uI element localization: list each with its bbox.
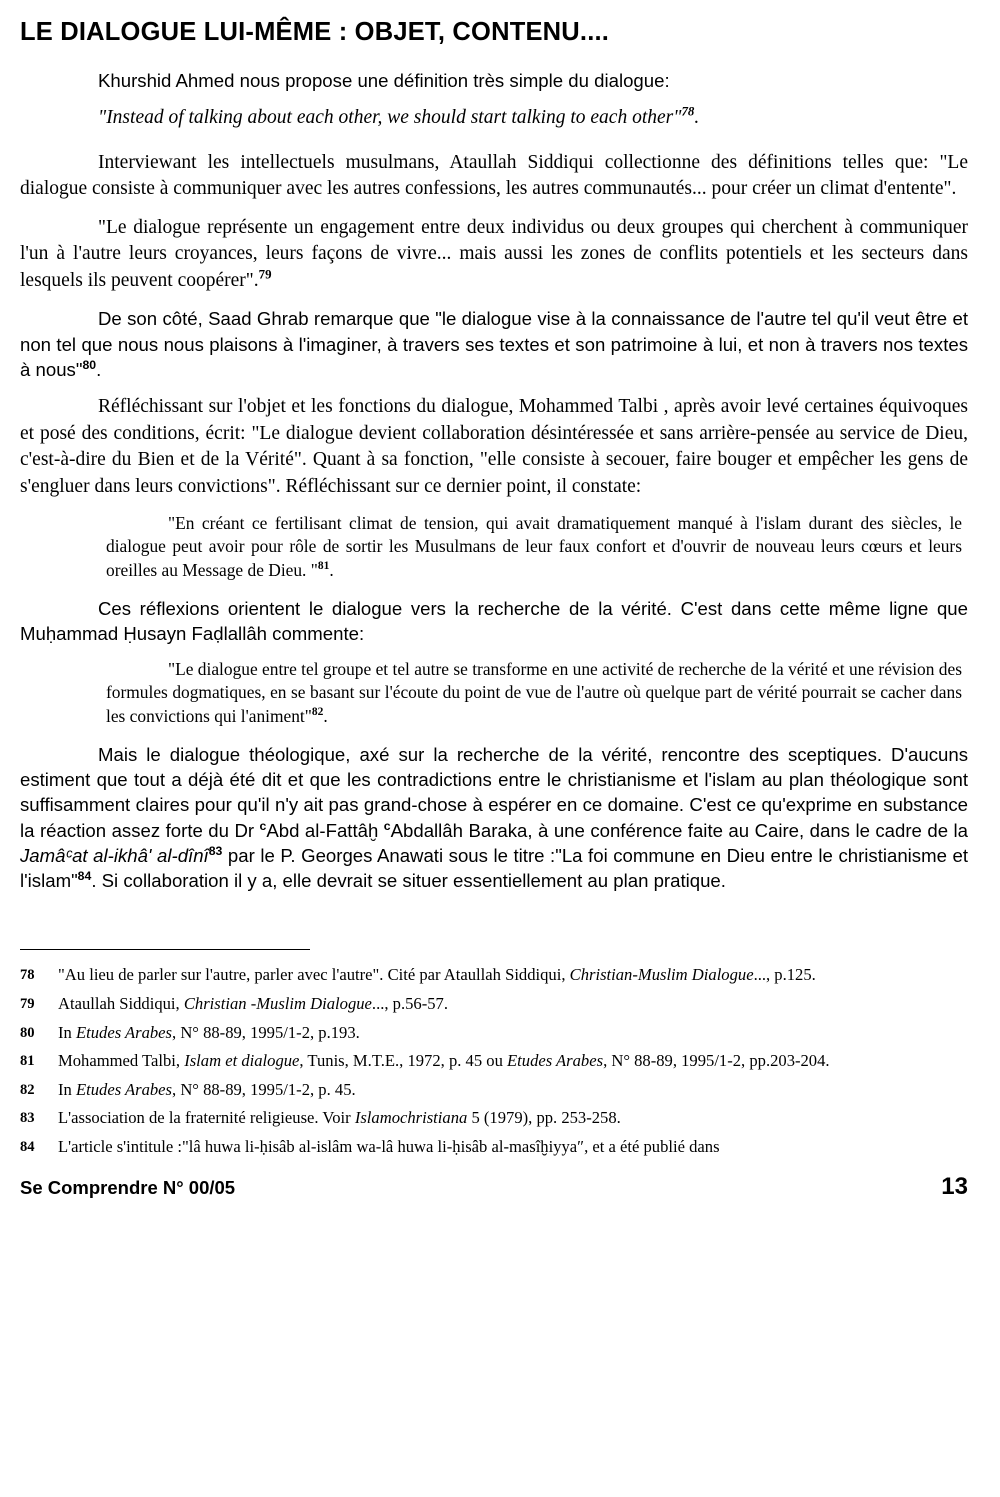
spacer <box>20 905 968 931</box>
footnote-number: 81 <box>20 1053 35 1070</box>
footnote-text <box>58 1022 968 1044</box>
footnote-item <box>20 993 968 1015</box>
footnote-text <box>58 1136 968 1158</box>
footnote-ref-80: 80 <box>82 357 97 372</box>
footnote-ref-78: 78 <box>681 104 695 119</box>
paragraph-sceptiques-italic: Jamâᶜat al-ikhâ' al-dînî <box>20 844 209 866</box>
footnote-ref-83: 83 <box>208 843 223 858</box>
paragraph-sceptiques <box>20 742 968 894</box>
paragraph-talbi <box>20 394 968 500</box>
footnote-segment: "Au lieu de parler sur l'autre, parler avec l'autre". Cité par Ataullah Siddiqui, <box>58 965 570 985</box>
footnote-number: 84 <box>20 1138 35 1155</box>
footer-page-number: 13 <box>941 1173 968 1201</box>
footnote-item <box>20 1079 968 1101</box>
blockquote-fadlallah <box>20 658 968 727</box>
footnote-segment-italic: Christian-Muslim Dialogue <box>569 965 754 985</box>
footnote-segment-italic: Islamochristiana <box>354 1108 468 1128</box>
footnote-text <box>58 1050 968 1072</box>
superscript-c-1: c <box>259 818 267 833</box>
footnote-segment: ..., p.125. <box>753 965 816 985</box>
footnote-segment: ..., p.56-57. <box>371 993 448 1013</box>
footnote-segment-italic: Etudes Arabes <box>507 1051 604 1071</box>
blockquote-fadlallah-text: "Le dialogue entre tel groupe et tel autre se transforme en une activité de recherche de la vérité et une révision des formules dogmatiques, en se basant sur l'écoute du point de vue de l'autre où quelque part de vérité pourrait se cacher dans les convictions qui l'animent" <box>106 659 962 726</box>
paragraph-engagement <box>20 215 968 295</box>
footnote-segment-italic: Etudes Arabes <box>75 1079 173 1099</box>
footnote-segment: , Tunis, M.T.E., 1972, p. 45 ou <box>299 1051 508 1071</box>
footnote-number: 80 <box>20 1024 35 1041</box>
footnote-text <box>58 993 968 1015</box>
blockquote-fadlallah-tail: . <box>323 705 328 726</box>
footnote-text <box>58 1079 968 1101</box>
footnotes-list <box>20 964 968 1157</box>
footnote-item <box>20 1022 968 1044</box>
footnote-segment: In <box>58 1022 76 1042</box>
paragraph-sceptiques-text-d: par le P. Georges Anawati sous le titre :"La foi commune en Dieu entre le christianisme et l'islam" <box>20 844 968 892</box>
footnote-ref-81: 81 <box>317 559 330 572</box>
paragraph-saad-ghrab <box>20 306 968 382</box>
footnote-segment: , N° 88-89, 1995/1-2, p.193. <box>172 1022 360 1042</box>
footnote-segment-italic: Etudes Arabes <box>75 1022 173 1042</box>
superscript-c-2: c <box>383 818 391 833</box>
footnote-text <box>58 1107 968 1129</box>
paragraph-sceptiques-text-c: Abdallâh Baraka, à une conférence faite au Caire, dans le cadre de la <box>390 819 969 841</box>
footnote-segment-italic: Christian -Muslim Dialogue <box>183 993 372 1013</box>
footnote-item <box>20 1107 968 1129</box>
quote-khurshid-ahmed-tail: . <box>694 107 700 129</box>
paragraph-siddiqui <box>20 150 968 203</box>
footnote-item <box>20 1050 968 1072</box>
paragraph-fadlallah <box>20 596 968 647</box>
footnote-separator-rule <box>20 949 310 950</box>
footnote-segment: L'article s'intitule :"lâ huwa li-ḥisâb al-islâm wa-lâ huwa li-ḥisâb al-masîḫiyya″, et a été publié dans <box>58 1136 720 1156</box>
quote-khurshid-ahmed <box>20 105 968 132</box>
footnote-number: 82 <box>20 1081 35 1098</box>
blockquote-talbi-text: "En créant ce fertilisant climat de tension, qui avait dramatiquement manqué à l'islam durant des siècles, le dialogue peut avoir pour rôle de sortir les Musulmans de leur faux confort et d'ouvrir de nouveau leurs cœurs et leurs oreilles au Message de Dieu. " <box>106 513 962 580</box>
footnote-ref-82: 82 <box>311 705 324 718</box>
blockquote-talbi <box>20 512 968 581</box>
paragraph-saad-ghrab-tail: . <box>96 358 102 380</box>
paragraph-saad-ghrab-text: De son côté, Saad Ghrab remarque que "le dialogue vise à la connaissance de l'autre tel qu'il veut être et non tel que nous nous plaisons à l'imaginer, à travers ses textes et son patrimoine à lui, et non à travers nos textes à nous" <box>20 308 968 380</box>
footnote-segment: 5 (1979), pp. 253-258. <box>467 1108 621 1128</box>
footnote-ref-79: 79 <box>258 267 272 282</box>
paragraph-sceptiques-text-b: Abd al-Fattâḫ <box>266 819 384 841</box>
paragraph-talbi-text: Réfléchissant sur l'objet et les fonctions du dialogue, Mohammed Talbi , après avoir levé certaines équivoques et posé des conditions, écrit: "Le dialogue devient collaboration désintéressée et sans arrière-pensée au service de Dieu, c'est-à-dire du Bien et de la Vérité". Quant à sa fonction, "elle consiste à secouer, faire bouger et empêcher les gens de s'engluer dans leurs convictions". Réfléchissant sur ce dernier point, il constate: <box>20 396 968 497</box>
footnote-segment: , N° 88-89, 1995/1-2, pp.203-204. <box>603 1051 830 1071</box>
footnote-segment: In <box>58 1079 76 1099</box>
page-footer <box>20 1173 968 1211</box>
paragraph-fadlallah-text: Ces réflexions orientent le dialogue vers la recherche de la vérité. C'est dans cette même ligne que Muḥammad Ḥusayn Faḍlallâh commente: <box>20 597 968 645</box>
footnote-item <box>20 1136 968 1158</box>
footer-publication: Se Comprendre N° 00/05 <box>20 1177 236 1199</box>
page-title: LE DIALOGUE LUI-MÊME : OBJET, CONTENU.... <box>20 18 610 46</box>
footnote-number: 83 <box>20 1110 35 1127</box>
footnote-ref-84: 84 <box>77 868 92 883</box>
footnote-segment: , N° 88-89, 1995/1-2, p. 45. <box>172 1079 356 1099</box>
footnote-segment-italic: Islam et dialogue <box>184 1051 300 1071</box>
paragraph-siddiqui-text: Interviewant les intellectuels musulmans, Ataullah Siddiqui collectionne des définitions telles que: "Le dialogue consiste à communiquer avec les autres confessions, les autres communautés... pour créer un climat d'entente". <box>20 151 968 200</box>
paragraph-sceptiques-text-a: Mais le dialogue théologique, axé sur la recherche de la vérité, rencontre des sceptiques. D'aucuns estiment que tout a déjà été dit et que les contradictions entre le christianisme et l'islam au plan théologique sont suffisamment claires pour qu'il n'y ait pas grand-chose à espérer en ce domaine. C'est ce qu'exprime en substance la réaction assez forte du Dr <box>20 743 968 841</box>
blockquote-talbi-tail: . <box>329 559 334 580</box>
footnote-number: 78 <box>20 967 35 984</box>
footnote-segment: L'association de la fraternité religieuse. Voir <box>58 1108 355 1128</box>
footnote-item <box>20 964 968 986</box>
footnote-number: 79 <box>20 995 35 1012</box>
paragraph-engagement-text: "Le dialogue représente un engagement entre deux individus ou deux groupes qui cherchent à communiquer l'un à l'autre leurs croyances, leurs façons de vivre... mais aussi les zones de conflits potentiels et les secteurs dans lesquels ils peuvent coopérer". <box>20 216 968 291</box>
footnote-segment: Mohammed Talbi, <box>58 1051 185 1071</box>
footnote-segment: Ataullah Siddiqui, <box>58 993 184 1013</box>
quote-khurshid-ahmed-text: "Instead of talking about each other, we should start talking to each other" <box>98 107 682 129</box>
paragraph-sceptiques-text-e: . Si collaboration il y a, elle devrait se situer essentiellement au plan pratique. <box>91 870 726 892</box>
paragraph-intro-text: Khurshid Ahmed nous propose une définition très simple du dialogue: <box>98 70 670 92</box>
paragraph-intro <box>20 68 968 93</box>
footnote-text <box>58 964 968 986</box>
